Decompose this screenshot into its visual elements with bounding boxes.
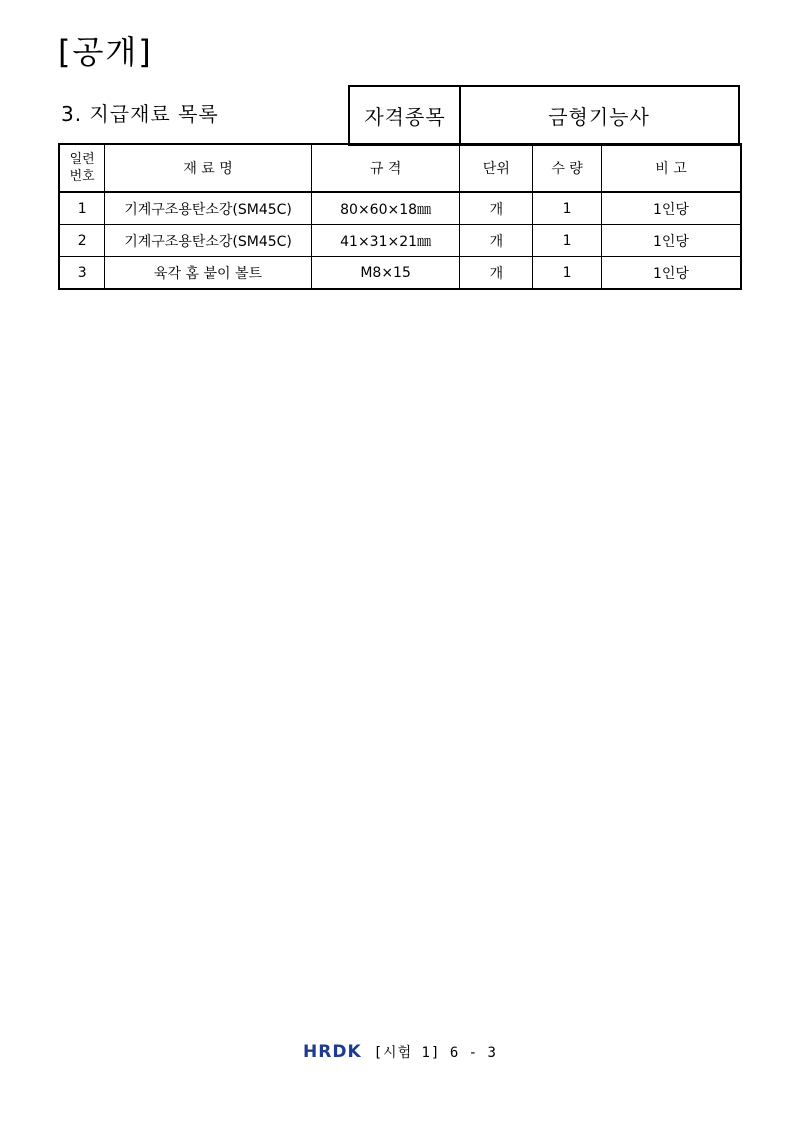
cell-spec: 80×60×18㎜ — [311, 192, 460, 225]
cell-material: 육각 홈 붙이 볼트 — [105, 257, 311, 290]
column-header-seq — [59, 144, 105, 192]
table-row — [59, 225, 741, 257]
qualification-value: 금형기능사 — [459, 85, 740, 146]
table-row — [59, 192, 741, 225]
qualification-label: 자격종목 — [348, 85, 461, 146]
cell-unit: 개 — [460, 192, 533, 225]
cell-quantity: 1 — [533, 192, 602, 225]
cell-material: 기계구조용탄소강(SM45C) — [105, 192, 311, 225]
cell-quantity: 1 — [533, 225, 602, 257]
column-header-quantity: 수 량 — [533, 144, 602, 192]
cell-remarks: 1인당 — [601, 257, 741, 290]
cell-remarks: 1인당 — [601, 225, 741, 257]
document-header — [58, 85, 741, 144]
page-footer — [0, 1042, 800, 1062]
table-row — [59, 257, 741, 290]
column-header-spec: 규 격 — [311, 144, 460, 192]
materials-table — [58, 143, 742, 290]
cell-unit: 개 — [460, 225, 533, 257]
cell-quantity: 1 — [533, 257, 602, 290]
column-header-unit: 단위 — [460, 144, 533, 192]
page-number: [시험 1] 6 - 3 — [373, 1045, 497, 1061]
cell-spec: M8×15 — [311, 257, 460, 290]
cell-seq: 3 — [59, 257, 105, 290]
cell-spec: 41×31×21㎜ — [311, 225, 460, 257]
cell-unit: 개 — [460, 257, 533, 290]
cell-remarks: 1인당 — [601, 192, 741, 225]
column-header-seq-line1: 일련 — [69, 152, 95, 167]
hrdk-logo: HRDK — [303, 1042, 362, 1062]
section-title: 3. 지급재료 목록 — [61, 102, 219, 126]
table-header-row — [59, 144, 741, 192]
column-header-remarks: 비 고 — [601, 144, 741, 192]
cell-seq: 1 — [59, 192, 105, 225]
column-header-material: 재 료 명 — [105, 144, 311, 192]
disclosure-badge: [공개] — [58, 33, 153, 71]
cell-material: 기계구조용탄소강(SM45C) — [105, 225, 311, 257]
cell-seq: 2 — [59, 225, 105, 257]
column-header-seq-line2: 번호 — [69, 169, 95, 184]
